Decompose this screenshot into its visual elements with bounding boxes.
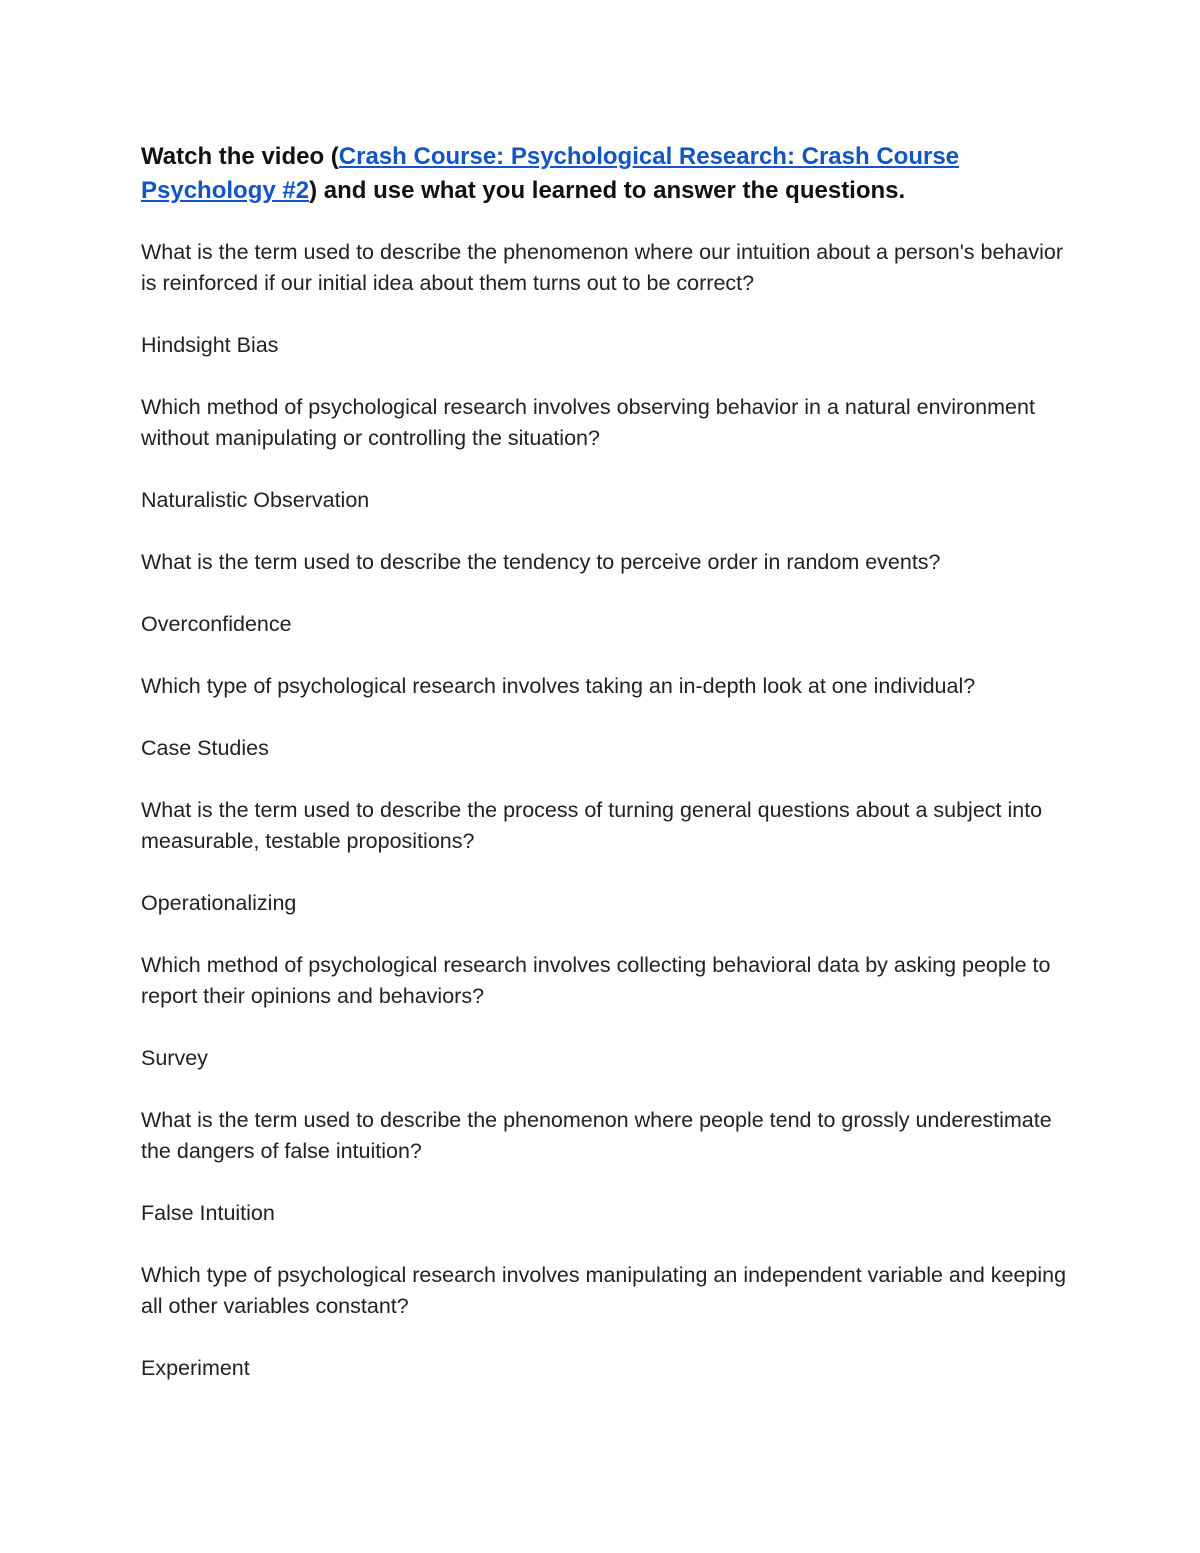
answer-6: Survey: [141, 1046, 208, 1070]
document-page: [141, 140, 1071, 1415]
question-3: What is the term used to describe the tendency to perceive order in random events?: [141, 550, 941, 574]
instructions-suffix: ) and use what you learned to answer the questions.: [309, 177, 906, 204]
question-4: Which type of psychological research involves taking an in-depth look at one individual?: [141, 674, 976, 698]
answer-5: Operationalizing: [141, 891, 297, 915]
question-6: Which method of psychological research involves collecting behavioral data by asking people to report their opinions and behaviors?: [141, 953, 1051, 1008]
answer-3: Overconfidence: [141, 612, 292, 636]
question-7: What is the term used to describe the phenomenon where people tend to grossly underestimate the dangers of false intuition?: [141, 1108, 1052, 1163]
question-1: What is the term used to describe the phenomenon where our intuition about a person's behavior is reinforced if our initial idea about them turns out to be correct?: [141, 240, 1063, 295]
answer-2: Naturalistic Observation: [141, 488, 370, 512]
question-5: What is the term used to describe the process of turning general questions about a subject into measurable, testable propositions?: [141, 798, 1043, 853]
answer-1: Hindsight Bias: [141, 333, 279, 357]
question-8: Which type of psychological research involves manipulating an independent variable and keeping all other variables constant?: [141, 1263, 1067, 1318]
question-list: [141, 237, 1071, 1384]
answer-7: False Intuition: [141, 1201, 275, 1225]
answer-8: Experiment: [141, 1356, 250, 1380]
instructions-heading: [141, 140, 1071, 208]
answer-4: Case Studies: [141, 736, 269, 760]
instructions-prefix: Watch the video (: [141, 143, 339, 170]
video-link[interactable]: Crash Course: Psychological Research: Crash Course Psychology #2: [141, 143, 960, 204]
question-2: Which method of psychological research involves observing behavior in a natural environment without manipulating or controlling the situation?: [141, 395, 1035, 450]
